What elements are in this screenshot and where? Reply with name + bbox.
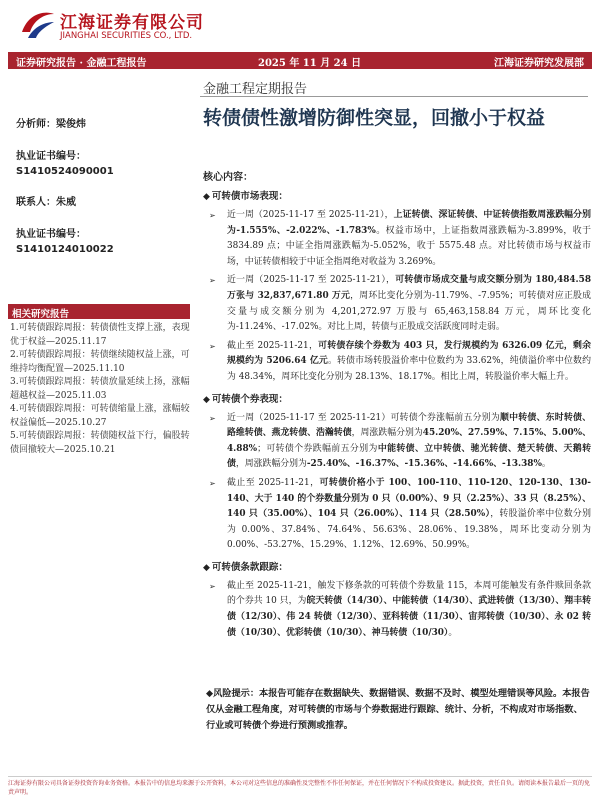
bullet-paragraph: ➢ 截止至 2025-11-21，可转债价格小于 100、100-110、110-120、120-130、130-140、大于 140 的个券数量分别为 0 只（0.00%）、9 只（2.25%）、33 只（8.25%）、140 只（35.00%）、104 只（26.00%）、114 只（28.50%），转股溢价率中位数分别为 0.00%、37.84%、74.64%、56.63%、28.06%、19.38%，周环比变动分别为 0.00%、-53.27%、15.29%、1.12%、12.69%、50.99%。 — [209, 477, 591, 551]
cert-number: S1410524090001 — [16, 166, 114, 177]
bullet-paragraph: ➢ 截止至 2025-11-21，可转债存续个券数为 403 只，发行规模约为 6326.09 亿元，剩余规模约为 5206.64 亿元。转债市场转股溢价率中位数约为 33.62%，纯债溢价率中位数约为 48.34%，周环比变化分别为 28.13%、18.17%。相比上周，转股溢价率大幅上升。 — [209, 340, 591, 382]
bullet-paragraph: ➢ 近一周（2025-11-17 至 2025-11-21），可转债市场成交量与成交额分别为 180,484.58 万张与 32,837,671.80 万元，周环比变化分别为-11.79%、-7.95%；可转债对应正股成交量与成交额分别为 4,201,272.97 万股与 65,463,158.84 万元，周环比变化为-11.24%、-17.02%。对比上周，转债与正股成交活跃度同时走弱。 — [209, 275, 592, 333]
terms-section — [203, 560, 591, 641]
cert-label: 执业证书编号： — [16, 229, 86, 240]
arrow-bullet-icon: ➢ — [209, 276, 216, 286]
arrow-bullet-icon: ➢ — [209, 581, 216, 591]
cert-label: 执业证书编号： — [16, 151, 86, 162]
core-content-heading: 核心内容： — [203, 172, 253, 183]
analyst-label: 分析师： — [16, 119, 56, 130]
company-logo — [20, 6, 240, 44]
company-name-en: JIANGHAI SECURITIES CO., LTD. — [60, 31, 193, 41]
contact-name: 朱威 — [56, 197, 76, 208]
related-reports-heading: 相关研究报告 — [8, 304, 190, 319]
page-title: 转债债性激增防御性突显，回撤小于权益 — [203, 107, 546, 129]
related-report-link[interactable]: 1.可转债跟踪周报：转债债性支撑上涨，表现优于权益—2025.11.17 — [10, 323, 190, 347]
arrow-bullet-icon: ➢ — [209, 341, 216, 351]
arrow-bullet-icon: ➢ — [209, 211, 216, 220]
related-report-link[interactable]: 2.可转债跟踪周报：转债继续随权益上涨，可维持均衡配置—2025.11.10 — [10, 350, 190, 374]
logo-mark-icon — [20, 8, 56, 40]
core-content — [203, 168, 591, 641]
related-report-link[interactable]: 4.可转债跟踪周报：可转债缩量上涨，涨幅较权益偏低—2025.10.27 — [10, 404, 190, 428]
company-name-cn: 江海证券有限公司 — [60, 13, 204, 33]
report-date: 2025 年 11 月 24 日 — [258, 58, 362, 69]
disclaimer-footer: 江海证券有限公司具备证券投资咨询业务资格。本报告中的信息均来源于公开资料，本公司对这些信息的准确性及完整性不作任何保证，并在任何情况下不构成投资建议。据此投资，责任自负。请阅读本报告最后一页的免责声明。 — [8, 776, 592, 797]
analyst-name: 梁俊炜 — [56, 119, 86, 130]
report-category: 证券研究报告 · 金融工程报告 — [16, 58, 147, 69]
contact-label: 联系人： — [16, 197, 56, 208]
related-report-link[interactable]: 5.可转债跟踪周报：转债随权益下行，偏股转债回撤较大—2025.10.21 — [10, 431, 190, 455]
arrow-bullet-icon: ➢ — [209, 413, 216, 423]
market-section — [203, 189, 591, 386]
related-reports — [8, 304, 190, 457]
diamond-icon: ◆ — [203, 394, 210, 405]
divider — [200, 96, 588, 97]
bullet-paragraph: ➢ 截止至 2025-11-21，触发下修条款的可转债个券数量 115，本周可能触发有条件赎回条款的个券共 10 只，为皖天转债（14/30）、中能转债（14/30）、武进转债（13/30）、翔丰转债（12/30）、伟 24 转债（12/30）、亚科转债（11/30）、宙邦转债（10/30）、永 02 转债（10/30）、优彩转债（10/30）、神马转债（10/30）。 — [209, 580, 591, 638]
related-reports-list — [8, 322, 190, 457]
department-name: 江海证券研究发展部 — [494, 58, 584, 69]
section-title: ◆ 可转债市场表现： — [203, 191, 288, 202]
contact-line — [16, 196, 76, 210]
arrow-bullet-icon: ➢ — [209, 478, 216, 488]
related-report-link[interactable]: 3.可转债跟踪周报：转债放量延续上扬，涨幅超越权益—2025.11.03 — [10, 377, 190, 401]
analyst-line — [16, 118, 86, 132]
section-title: ◆ 可转债个券表现： — [203, 393, 288, 405]
report-header-bar — [8, 52, 592, 69]
diamond-icon: ◆ — [203, 192, 210, 202]
risk-warning: ◆风险提示：本报告可能存在数据缺失、数据错误、数据不及时、模型处理错误等风险。本报告仅从金融工程角度，对可转债的市场与个券数据进行跟踪、统计、分析，不构成对市场指数、行业或可转债个券进行预测或推荐。 — [206, 688, 590, 731]
diamond-icon: ◆ — [203, 562, 210, 573]
cert-number: S1410124010022 — [16, 244, 114, 255]
report-type: 金融工程定期报告 — [203, 82, 308, 97]
bullet-paragraph: ➢ 近一周（2025-11-17 至 2025-11-21）可转债个券涨幅前五分别为顺中转债、东时转债、路维转债、燕龙转债、浩瀚转债，周涨跌幅分别为45.20%、27.59%、7.15%、5.00%、4.88%；可转债个券跌幅前五分别为中能转债、立中转债、驰光转债、楚天转债、天鹅转债，周涨跌幅分别为-25.40%、-16.37%、-15.36%、-14.66%、-13.38%。 — [209, 412, 592, 470]
individual-section — [203, 392, 591, 554]
section-title: ◆ 可转债条款跟踪： — [203, 561, 288, 573]
bullet-paragraph: ➢ 近一周（2025-11-17 至 2025-11-21），上证转债、深证转债、中证转债指数周涨跌幅分别为-1.555%、-2.022%、-1.783%。权益市场中，上证指数周涨跌幅为-3.899%，收于 3834.89 点；中证全指周涨跌幅为-5.052%，收于 5575.48 点。对比转债市场与权益市场，中证转债相较于中证全指周绝对收益为 3.269%。 — [209, 210, 591, 267]
